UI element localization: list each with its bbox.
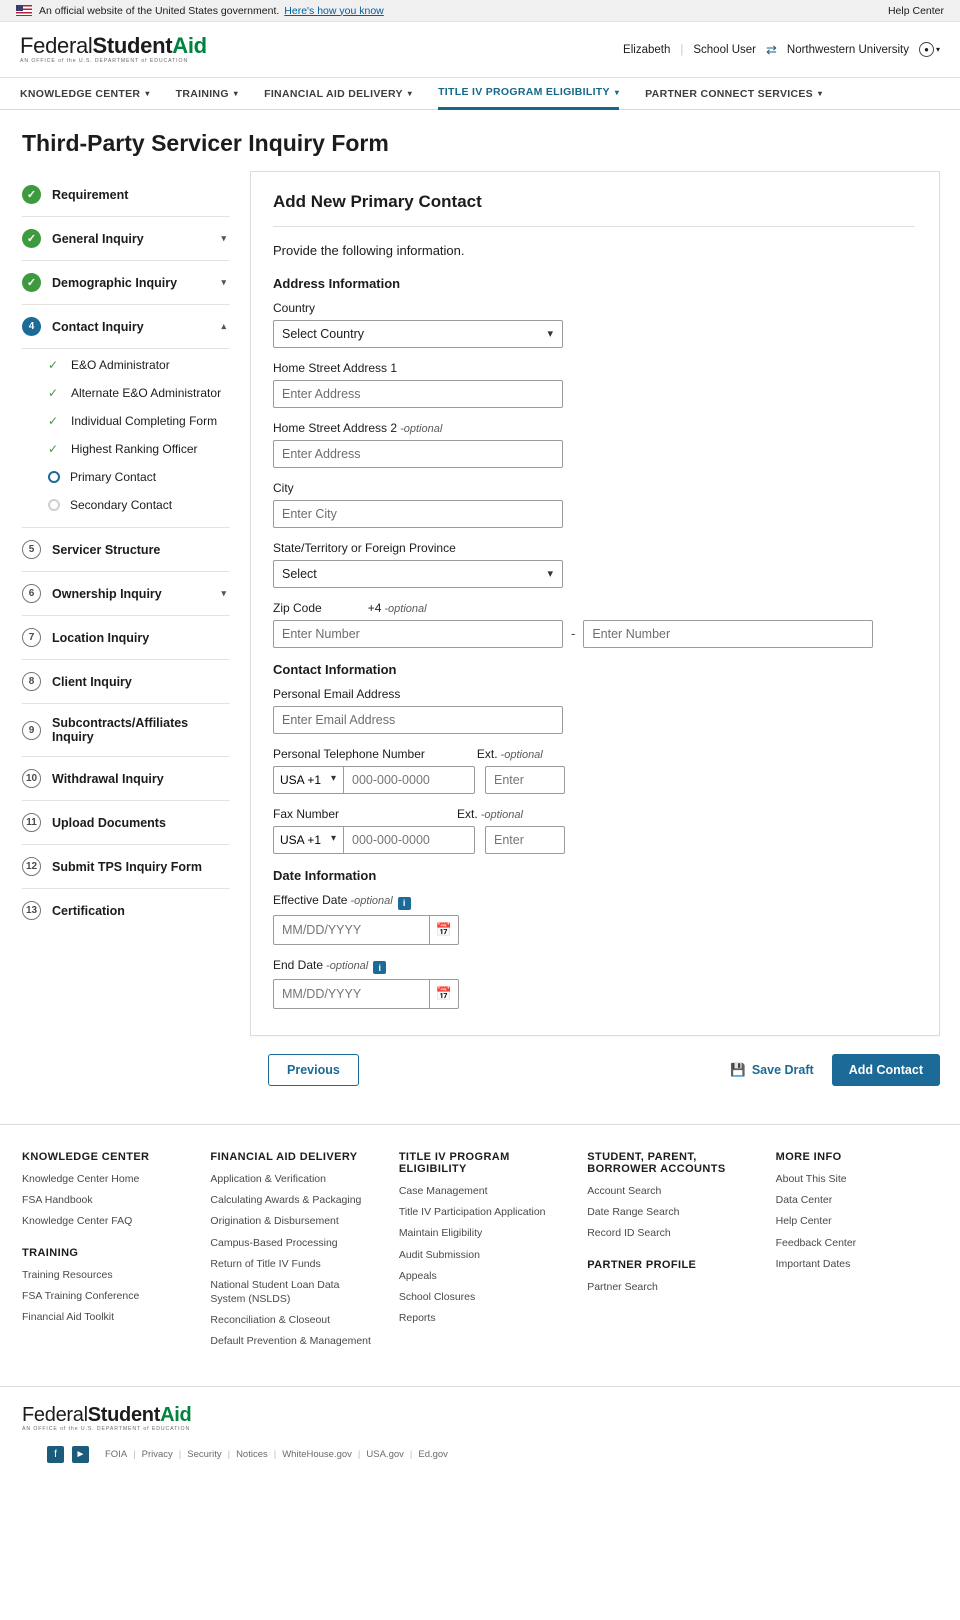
nav-partner-connect-services[interactable] (645, 88, 822, 100)
sidebar-step-client-inquiry[interactable] (22, 660, 230, 704)
date-information-heading: Date Information (273, 868, 377, 883)
step-label: Contact Inquiry (52, 319, 144, 334)
footer-column-knowledge-center (22, 1151, 184, 1356)
nav-label: TITLE IV PROGRAM ELIGIBILITY (438, 86, 610, 98)
footer-column-title-iv (399, 1151, 561, 1356)
legal-link[interactable]: Notices (236, 1448, 268, 1460)
nav-label: KNOWLEDGE CENTER (20, 87, 141, 100)
end-date-input[interactable] (273, 979, 429, 1009)
step-label: Upload Documents (52, 815, 166, 830)
footer-link[interactable]: Audit Submission (398, 1248, 480, 1261)
sidebar-step-withdrawal-inquiry[interactable] (22, 757, 230, 801)
step-label: Ownership Inquiry (52, 586, 162, 601)
substep-label: Secondary Contact (70, 498, 173, 512)
user-icon: ● (919, 42, 934, 57)
country-select[interactable] (273, 320, 563, 348)
street2-input[interactable] (273, 440, 563, 468)
substep-label: Highest Ranking Officer (71, 442, 198, 456)
page-title: Third-Party Servicer Inquiry Form (22, 130, 389, 156)
optional-tag: -optional (480, 809, 523, 821)
substep-individual-completing-form[interactable] (22, 407, 230, 435)
phone-label: Personal Telephone Number (273, 747, 425, 761)
check-icon: ✓ (48, 414, 59, 428)
step-label: Submit TPS Inquiry Form (52, 859, 203, 874)
zip-input[interactable] (273, 620, 563, 648)
step-label: Requirement (52, 187, 129, 202)
chevron-down-icon: ▾ (221, 277, 226, 287)
user-role: School User (693, 43, 756, 56)
save-icon: 💾 (730, 1062, 746, 1077)
footer-link[interactable]: National Student Loan Data System (NSLDS) (210, 1278, 340, 1306)
header-divider: | (680, 43, 684, 56)
email-label: Personal Email Address (273, 687, 401, 701)
email-input[interactable] (273, 706, 563, 734)
info-icon[interactable]: i (373, 961, 386, 974)
sidebar-step-demographic-inquiry[interactable] (22, 261, 230, 305)
end-date-label (273, 958, 915, 975)
step-number: 10 (22, 769, 41, 788)
step-status-icon: ✓ (22, 185, 41, 204)
phone-input[interactable] (343, 766, 475, 794)
footer-link[interactable]: Knowledge Center FAQ (22, 1215, 133, 1228)
sidebar-step-requirement[interactable] (22, 173, 230, 217)
footer-column-financial-aid-delivery (210, 1151, 372, 1356)
card-title: Add New Primary Contact (273, 192, 915, 227)
gov-banner (0, 0, 960, 22)
chevron-up-icon: ▴ (221, 321, 226, 331)
footer-link[interactable]: Origination & Disbursement (210, 1215, 339, 1228)
footer-heading: TRAINING (22, 1246, 79, 1259)
footer-heading: STUDENT, PARENT, BORROWER ACCOUNTS (587, 1151, 726, 1175)
effective-date-label (273, 893, 915, 910)
substep-label: E&O Administrator (71, 358, 170, 372)
footer-column-accounts (587, 1151, 749, 1356)
footer-logo[interactable] (22, 1405, 938, 1432)
nav-knowledge-center[interactable] (20, 88, 150, 100)
footer-heading: TITLE IV PROGRAM ELIGIBILITY (398, 1151, 510, 1175)
substep-label: Individual Completing Form (71, 414, 218, 428)
calendar-icon[interactable]: 📅 (429, 979, 459, 1009)
fax-field (273, 807, 915, 854)
step-label: Subcontracts/Affiliates Inquiry (52, 716, 189, 744)
footer-link[interactable]: Case Management (398, 1185, 488, 1197)
form-content (250, 171, 940, 1036)
optional-tag: -optional (500, 749, 543, 761)
sidebar-step-general-inquiry[interactable] (22, 217, 230, 261)
nav-training[interactable] (176, 88, 238, 100)
footer-link[interactable]: Feedback Center (775, 1236, 857, 1249)
phone-ext-label (477, 747, 543, 761)
legal-link[interactable]: Ed.gov (418, 1448, 448, 1460)
footer-link[interactable]: Calculating Awards & Packaging (210, 1194, 362, 1207)
footer-link[interactable]: Default Prevention & Management (210, 1335, 371, 1348)
card-subtitle: Provide the following information. (273, 243, 465, 258)
step-sidebar (22, 171, 230, 932)
chevron-down-icon: ▾ (145, 89, 150, 98)
chevron-down-icon: ▾ (818, 89, 823, 98)
sidebar-step-submit-tps-inquiry-form[interactable] (22, 845, 230, 889)
step-number: 8 (22, 672, 41, 691)
chevron-down-icon: ▾ (935, 45, 940, 54)
footer-link[interactable]: Return of Title IV Funds (210, 1257, 321, 1270)
footer-link[interactable]: School Closures (398, 1290, 476, 1303)
optional-tag: -optional (326, 959, 369, 972)
zip-dash: - (571, 626, 576, 641)
footer-bottom (0, 1386, 960, 1489)
phone-country-code-select[interactable] (273, 766, 343, 794)
pending-step-icon (48, 499, 60, 511)
step-label: Client Inquiry (52, 674, 132, 689)
step-status-icon: ✓ (22, 229, 41, 248)
previous-button[interactable]: Previous (268, 1054, 359, 1086)
effective-date-label-text: Effective Date (273, 893, 348, 907)
substep-alternate-eo-administrator[interactable] (22, 379, 230, 407)
user-org[interactable]: Northwestern University (786, 43, 909, 56)
street1-input[interactable] (273, 380, 563, 408)
how-you-know-link[interactable]: Here's how you know (284, 4, 384, 17)
zip-label: Zip Code (273, 601, 322, 615)
footer-logo-subtitle: AN OFFICE of the U.S. DEPARTMENT of EDUCATION (22, 1425, 191, 1432)
contact-information-heading: Contact Information (273, 662, 397, 677)
gov-banner-text: An official website of the United States government. (39, 4, 280, 17)
facebook-icon[interactable]: f (47, 1446, 64, 1463)
address-information-heading: Address Information (273, 276, 401, 291)
swap-org-icon[interactable]: ⇄ (766, 41, 777, 57)
zip-field (273, 601, 915, 648)
step-label: Location Inquiry (52, 630, 150, 645)
sidebar-step-subcontracts-affiliates-inquiry[interactable] (22, 704, 230, 757)
phone-ext-label-text: Ext. (476, 747, 498, 761)
sidebar-step-ownership-inquiry[interactable] (22, 572, 230, 616)
step-number: 6 (22, 584, 41, 603)
legal-links: FOIA | Privacy | Security | Notices | WhiteHouse.gov | USA.gov | Ed.gov (105, 1448, 448, 1460)
step-number: 4 (22, 317, 41, 336)
street2-field (273, 421, 915, 468)
footer-link[interactable]: Reconciliation & Closeout (210, 1314, 331, 1327)
footer-heading: FINANCIAL AID DELIVERY (210, 1151, 358, 1163)
footer-link[interactable]: Training Resources (22, 1268, 113, 1281)
step-label: General Inquiry (52, 231, 144, 246)
city-label: City (273, 481, 294, 495)
footer-heading: KNOWLEDGE CENTER (22, 1151, 150, 1163)
legal-link[interactable]: USA.gov (366, 1448, 404, 1460)
twitter-icon[interactable] (22, 1446, 39, 1463)
footer-link[interactable]: FSA Handbook (22, 1194, 93, 1207)
user-name[interactable]: Elizabeth (623, 43, 671, 56)
step-label: Certification (52, 903, 125, 918)
fax-ext-label-text: Ext. (457, 807, 478, 821)
nav-financial-aid-delivery[interactable] (264, 88, 412, 100)
fax-ext-input[interactable] (485, 826, 565, 854)
sidebar-step-contact-inquiry[interactable] (22, 305, 230, 349)
substep-primary-contact[interactable] (22, 463, 230, 491)
footer-link[interactable]: Data Center (775, 1194, 833, 1207)
substep-highest-ranking-officer[interactable] (22, 435, 230, 463)
check-icon: ✓ (48, 442, 59, 456)
logo-student: Student (92, 32, 173, 58)
legal-link[interactable]: FOIA (105, 1448, 128, 1460)
footer-link[interactable]: Partner Search (587, 1280, 658, 1293)
footer-link[interactable]: Financial Aid Toolkit (22, 1310, 115, 1323)
main-nav (0, 78, 960, 110)
substep-secondary-contact[interactable] (22, 491, 230, 519)
country-field (273, 301, 915, 348)
footer-link[interactable]: Account Search (587, 1185, 662, 1197)
zip4-label-text: +4 (367, 601, 382, 615)
logo-federal: Federal (20, 32, 93, 58)
footer-link[interactable]: Reports (398, 1312, 436, 1325)
zip4-input[interactable] (583, 620, 873, 648)
step-label: Withdrawal Inquiry (52, 771, 164, 786)
state-field (273, 541, 915, 588)
nav-title-iv-program-eligibility[interactable] (438, 78, 619, 110)
site-header (0, 22, 960, 78)
state-select[interactable] (273, 560, 563, 588)
chevron-down-icon: ▾ (233, 89, 239, 98)
effective-date-input[interactable] (273, 915, 429, 945)
zip4-label (368, 601, 427, 615)
legal-link[interactable]: WhiteHouse.gov (282, 1448, 352, 1460)
step-number: 9 (22, 721, 41, 740)
footer-link[interactable]: Application & Verification (210, 1173, 326, 1185)
optional-tag: -optional (400, 423, 443, 435)
step-number: 12 (22, 857, 41, 876)
chevron-down-icon: ▾ (221, 588, 226, 598)
footer-column-more-info (776, 1151, 938, 1356)
sidebar-step-location-inquiry[interactable] (22, 616, 230, 660)
footer-link[interactable]: Date Range Search (587, 1206, 680, 1219)
step-label: Servicer Structure (52, 542, 161, 557)
phone-ext-input[interactable] (485, 766, 565, 794)
country-label: Country (273, 301, 316, 315)
street1-field (273, 361, 915, 408)
effective-date-field (273, 893, 915, 945)
legal-link[interactable]: Security (187, 1448, 222, 1460)
phone-field (273, 747, 915, 794)
street1-label: Home Street Address 1 (273, 361, 398, 375)
optional-tag: -optional (350, 895, 393, 907)
step-status-icon: ✓ (22, 273, 41, 292)
substep-label: Primary Contact (70, 470, 157, 484)
optional-tag: -optional (384, 603, 427, 615)
header-user-area (623, 42, 940, 58)
email-field (273, 687, 915, 734)
footer-link[interactable]: FSA Training Conference (22, 1289, 140, 1302)
logo-subtitle: AN OFFICE of the U.S. DEPARTMENT of EDUCATION (20, 57, 189, 64)
save-draft-button[interactable] (730, 1063, 813, 1078)
fax-ext-label (457, 807, 523, 821)
street2-label (273, 421, 915, 435)
add-primary-contact-card (250, 171, 940, 1036)
step-number: 5 (22, 540, 41, 559)
sidebar-step-certification[interactable] (22, 889, 230, 932)
footer-logo-student: Student (87, 1403, 161, 1426)
fax-label: Fax Number (273, 807, 340, 821)
chevron-down-icon: ▾ (407, 89, 413, 98)
footer-link[interactable]: About This Site (775, 1173, 847, 1185)
help-center-link[interactable]: Help Center (887, 4, 944, 17)
footer-logo-aid: Aid (160, 1403, 192, 1426)
info-icon[interactable]: i (398, 897, 411, 910)
fax-country-code-select[interactable] (273, 826, 343, 854)
chevron-down-icon: ▾ (221, 233, 226, 243)
footer-link[interactable]: Maintain Eligibility (398, 1227, 483, 1240)
form-actions (0, 1036, 960, 1110)
end-date-field (273, 958, 915, 1010)
footer-link[interactable]: Knowledge Center Home (22, 1173, 140, 1185)
account-menu[interactable] (919, 42, 940, 57)
check-icon: ✓ (48, 386, 59, 400)
step-number: 13 (22, 901, 41, 920)
step-number: 11 (22, 813, 41, 832)
substep-eo-administrator[interactable] (22, 351, 230, 379)
footer-links (0, 1124, 960, 1386)
chevron-down-icon: ▾ (614, 87, 620, 97)
street2-label-text: Home Street Address 2 (273, 421, 398, 435)
step-number: 7 (22, 628, 41, 647)
sidebar-step-servicer-structure[interactable] (22, 528, 230, 572)
footer-heading: MORE INFO (775, 1151, 842, 1163)
state-label: State/Territory or Foreign Province (273, 541, 456, 555)
footer-logo-federal: Federal (22, 1403, 88, 1426)
contact-inquiry-substeps (22, 349, 230, 528)
check-icon: ✓ (48, 358, 59, 372)
step-label: Demographic Inquiry (52, 275, 178, 290)
city-field (273, 481, 915, 528)
footer-link[interactable]: Appeals (398, 1269, 437, 1282)
footer-link[interactable]: Help Center (775, 1215, 832, 1228)
calendar-icon[interactable]: 📅 (429, 915, 459, 945)
sidebar-step-upload-documents[interactable] (22, 801, 230, 845)
end-date-label-text: End Date (273, 957, 324, 972)
footer-link[interactable]: Campus-Based Processing (210, 1236, 338, 1249)
youtube-icon[interactable]: ► (72, 1446, 89, 1463)
fsa-logo[interactable] (20, 32, 207, 64)
substep-label: Alternate E&O Administrator (71, 386, 222, 400)
current-step-icon (48, 471, 60, 483)
legal-link[interactable]: Privacy (141, 1448, 173, 1460)
footer-link[interactable]: Record ID Search (587, 1227, 671, 1240)
us-flag-icon (16, 5, 32, 16)
save-draft-label: Save Draft (751, 1063, 814, 1077)
footer-link[interactable]: Title IV Participation Application (398, 1206, 546, 1219)
nav-label: FINANCIAL AID DELIVERY (264, 87, 403, 100)
city-input[interactable] (273, 500, 563, 528)
fax-input[interactable] (343, 826, 475, 854)
footer-link[interactable]: Important Dates (775, 1257, 851, 1270)
logo-aid: Aid (172, 32, 207, 58)
social-and-legal (22, 1446, 938, 1463)
nav-label: TRAINING (175, 87, 229, 100)
nav-label: PARTNER CONNECT SERVICES (645, 87, 813, 100)
footer-heading: PARTNER PROFILE (587, 1258, 697, 1271)
add-contact-button[interactable]: Add Contact (832, 1054, 940, 1086)
